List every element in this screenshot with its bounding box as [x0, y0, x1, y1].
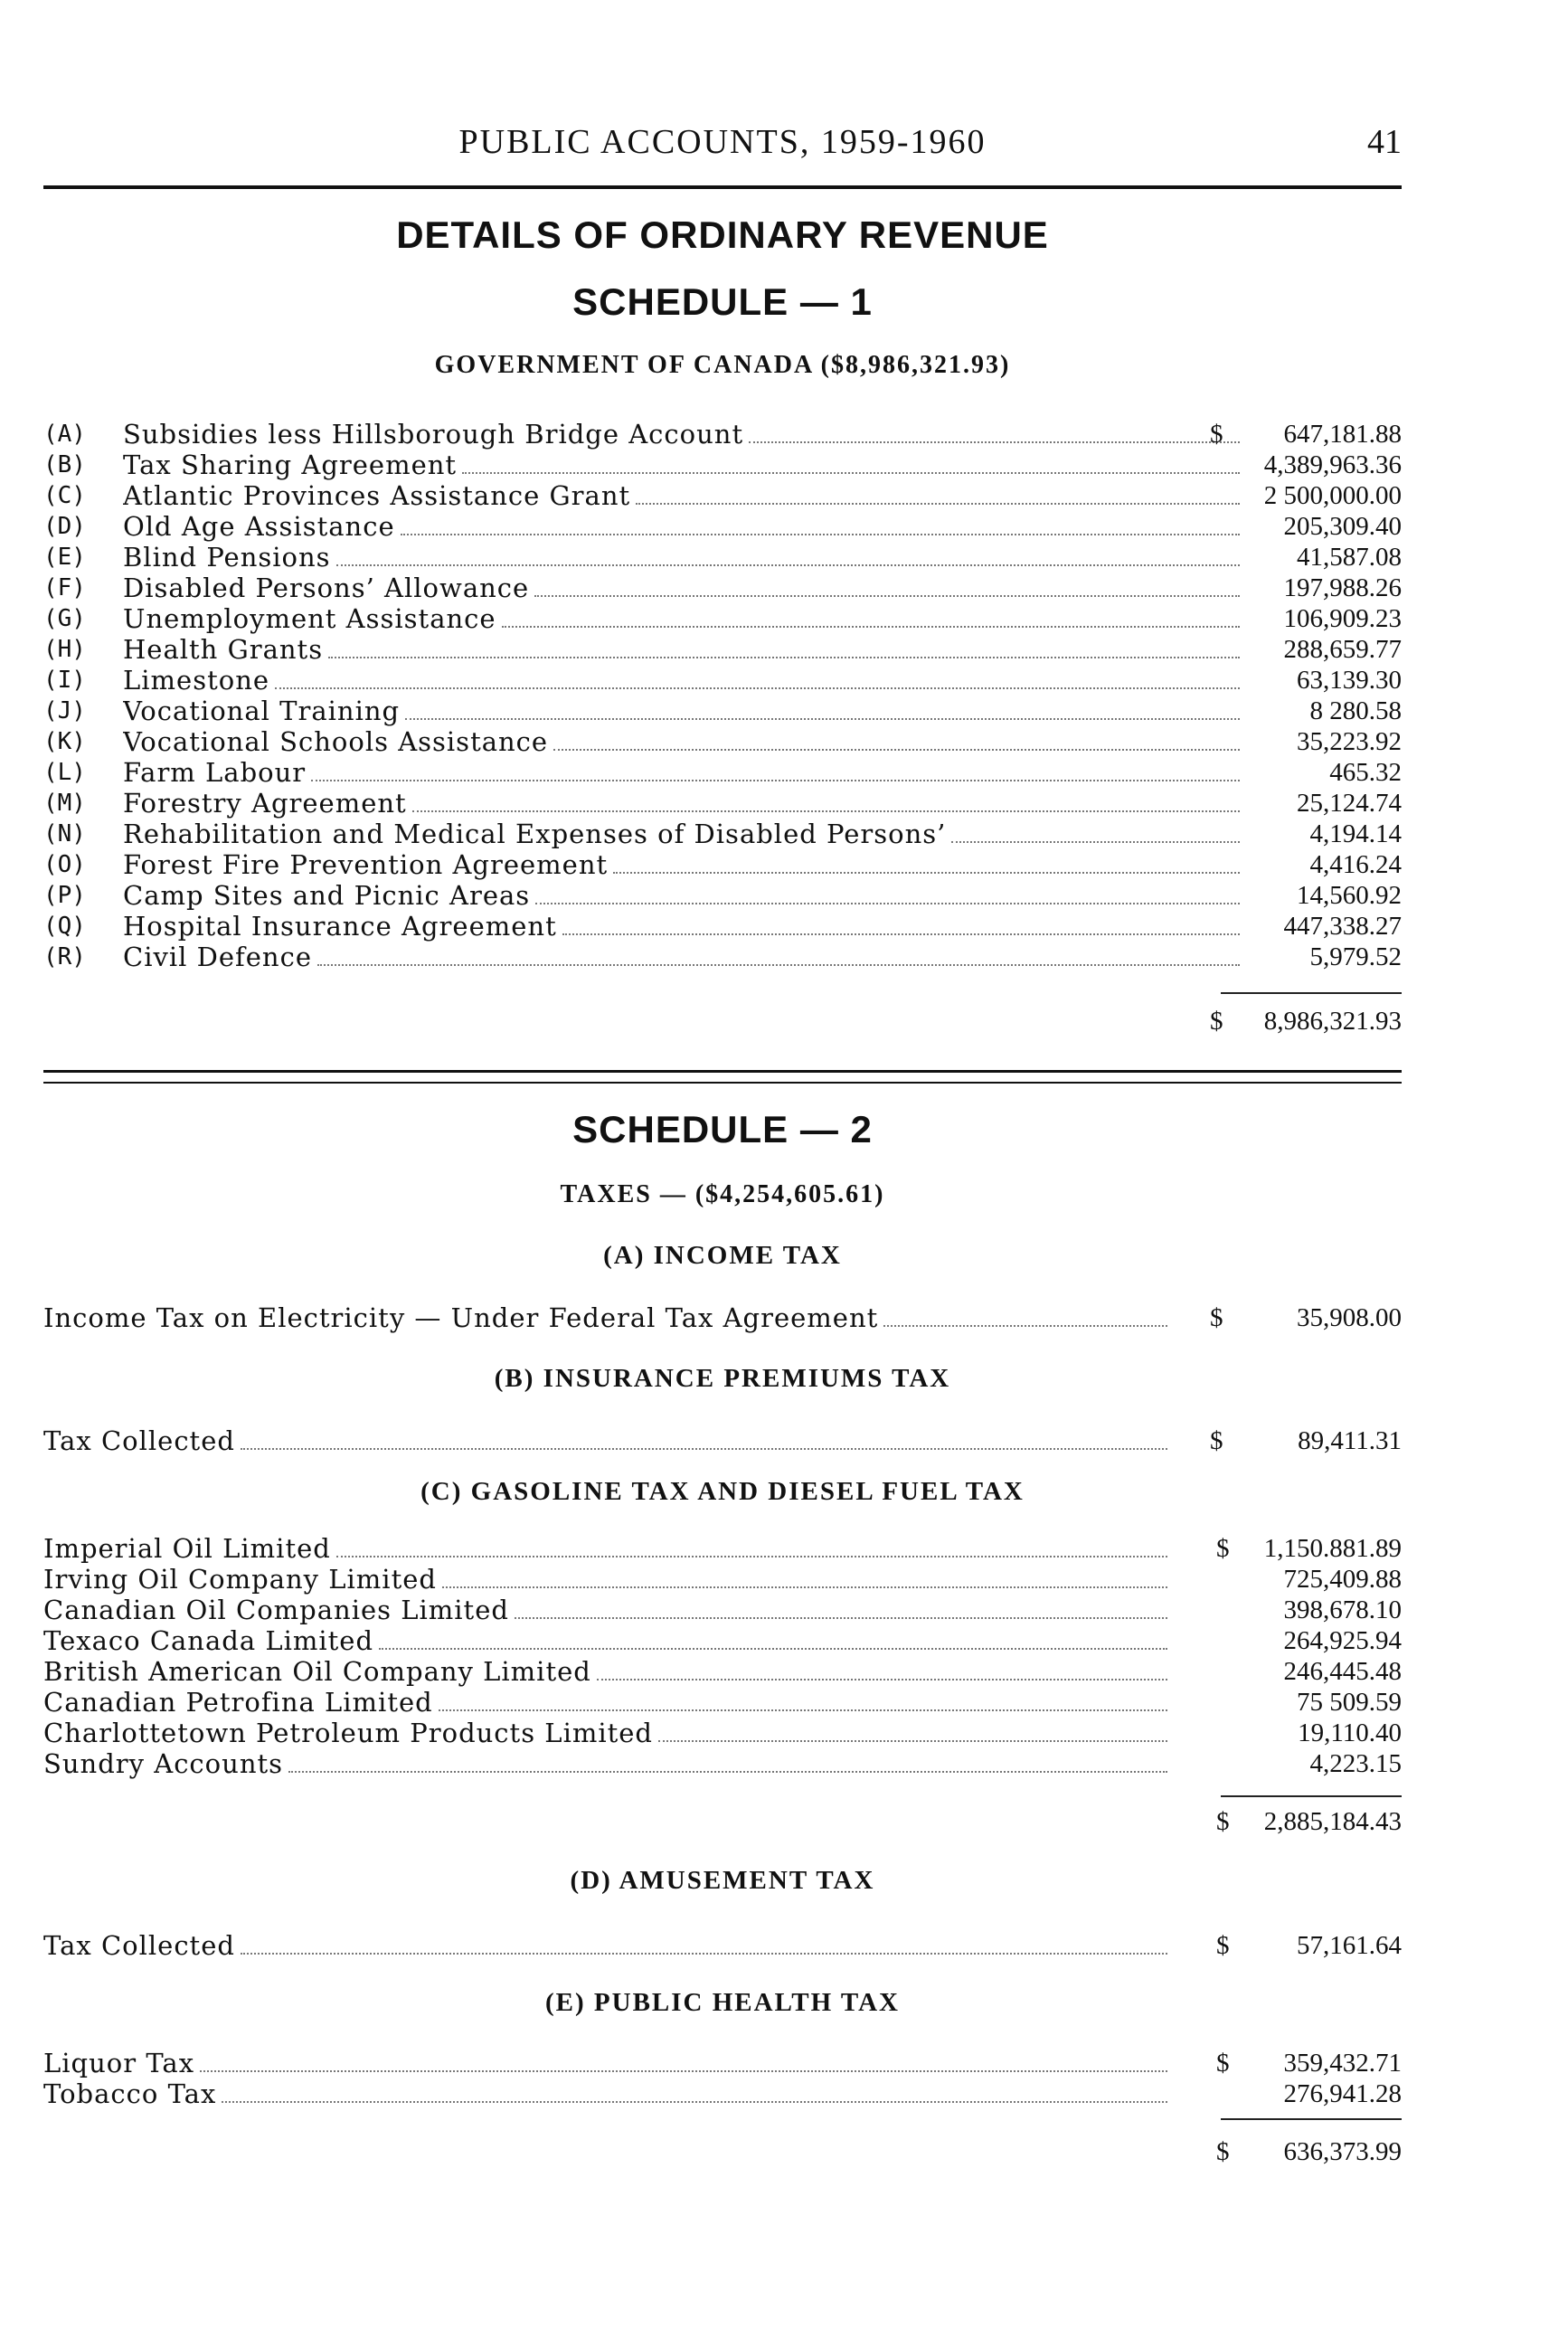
- item-label: Tax Sharing Agreement: [123, 450, 458, 480]
- schedule-1-subheading: GOVERNMENT OF CANADA ($8,986,321.93): [434, 351, 1011, 379]
- header-rule: [43, 185, 1402, 189]
- item-letter: (N): [43, 820, 86, 847]
- dot-leader: [336, 564, 1240, 566]
- item-dollar-sign: $: [1210, 420, 1223, 449]
- list-item: [43, 849, 1402, 880]
- list-item: [43, 880, 1402, 911]
- health-total-row: [43, 2136, 1402, 2167]
- dot-leader: [613, 872, 1240, 874]
- item-label: Subsidies less Hillsborough Bridge Account: [123, 419, 744, 450]
- list-item: [43, 1748, 1402, 1779]
- gasoline-tax-list: [43, 1533, 1402, 1779]
- item-label-wrap: [123, 450, 1240, 481]
- item-amount: 2 500,000.00: [1263, 481, 1402, 510]
- item-label-wrap: [43, 2078, 1167, 2110]
- item-letter: (E): [43, 544, 86, 571]
- item-letter: (G): [43, 605, 86, 632]
- item-label: Tobacco Tax: [43, 2078, 217, 2109]
- item-label-wrap: [123, 419, 1240, 450]
- dot-leader: [515, 1617, 1167, 1619]
- item-label: Imperial Oil Limited: [43, 1533, 331, 1564]
- item-letter: (H): [43, 636, 86, 663]
- item-letter: (R): [43, 943, 86, 970]
- amusement-tax-list: [43, 1930, 1402, 1961]
- list-item: [43, 1425, 1402, 1456]
- item-amount: 89,411.31: [1298, 1426, 1402, 1455]
- list-item: [43, 696, 1402, 726]
- item-label: Irving Oil Company Limited: [43, 1564, 437, 1595]
- item-label: Camp Sites and Picnic Areas: [123, 880, 531, 911]
- item-label: Forest Fire Prevention Agreement: [123, 849, 609, 880]
- item-label-wrap: [43, 1595, 1167, 1626]
- dot-leader: [412, 810, 1240, 812]
- item-amount: 246,445.48: [1283, 1657, 1402, 1686]
- item-label-wrap: [123, 603, 1240, 635]
- item-label: Tax Collected: [43, 1930, 235, 1961]
- item-label-wrap: [123, 849, 1240, 881]
- list-item: [43, 603, 1402, 634]
- health-total-dollar: $: [1216, 2137, 1230, 2166]
- item-label-wrap: [43, 1564, 1167, 1595]
- list-item: [43, 573, 1402, 603]
- item-label: Unemployment Assistance: [123, 603, 496, 634]
- dot-leader: [328, 657, 1240, 658]
- gasoline-total-rule: [1221, 1795, 1402, 1797]
- section-divider: [43, 1070, 1402, 1084]
- item-amount: 5,979.52: [1309, 942, 1402, 971]
- dot-leader: [462, 472, 1240, 474]
- schedule-1-total-row: [43, 1006, 1402, 1037]
- item-dollar-sign: $: [1216, 1534, 1230, 1563]
- item-amount: 35,223.92: [1297, 727, 1402, 756]
- dot-leader: [275, 687, 1240, 689]
- item-amount: 447,338.27: [1283, 912, 1402, 941]
- dot-leader: [597, 1679, 1167, 1680]
- item-letter: (M): [43, 790, 86, 817]
- dot-leader: [311, 780, 1240, 781]
- page-number: 41: [1367, 123, 1402, 161]
- item-label: Health Grants: [123, 634, 324, 665]
- gasoline-total: 2,885,184.43: [1263, 1807, 1402, 1836]
- item-label-wrap: [123, 480, 1240, 512]
- item-label: Disabled Persons’ Allowance: [123, 573, 530, 603]
- item-amount: 647,181.88: [1283, 420, 1402, 449]
- list-item: [43, 665, 1402, 696]
- running-title: PUBLIC ACCOUNTS, 1959-1960: [458, 123, 987, 161]
- item-dollar-sign: $: [1210, 1426, 1223, 1455]
- item-letter: (A): [43, 421, 86, 448]
- list-item: [43, 1302, 1402, 1333]
- item-amount: 4,194.14: [1309, 819, 1402, 848]
- item-letter: (C): [43, 482, 86, 509]
- item-label: Blind Pensions: [123, 542, 331, 573]
- item-amount: 359,432.71: [1283, 2049, 1402, 2078]
- dot-leader: [553, 749, 1240, 751]
- item-label-wrap: [123, 511, 1240, 543]
- item-amount: 25,124.74: [1297, 789, 1402, 818]
- list-item: [43, 1687, 1402, 1718]
- gasoline-total-row: [43, 1806, 1402, 1837]
- schedule-2-subheading: TAXES — ($4,254,605.61): [560, 1180, 885, 1208]
- item-label: Sundry Accounts: [43, 1748, 284, 1779]
- item-label-wrap: [123, 634, 1240, 666]
- item-amount: 63,139.30: [1297, 666, 1402, 695]
- item-amount: 4,416.24: [1309, 850, 1402, 879]
- item-amount: 4,389,963.36: [1263, 450, 1402, 479]
- list-item: [43, 1718, 1402, 1748]
- item-letter: (L): [43, 759, 86, 786]
- item-amount: 1,150.881.89: [1263, 1534, 1402, 1563]
- item-letter: (D): [43, 513, 86, 540]
- item-label: Liquor Tax: [43, 2048, 195, 2078]
- item-label-wrap: [43, 1656, 1167, 1688]
- list-item: [43, 450, 1402, 480]
- amusement-tax-heading: (D) AMUSEMENT TAX: [570, 1866, 875, 1895]
- schedule-1-heading: SCHEDULE — 1: [572, 280, 873, 323]
- dot-leader: [951, 841, 1240, 843]
- schedule-1-total-dollar: $: [1210, 1007, 1223, 1036]
- item-label-wrap: [43, 1425, 1167, 1457]
- item-label-wrap: [123, 665, 1240, 696]
- item-amount: 398,678.10: [1283, 1595, 1402, 1624]
- gasoline-tax-heading: (C) GASOLINE TAX AND DIESEL FUEL TAX: [420, 1477, 1025, 1506]
- item-label: Forestry Agreement: [123, 788, 407, 819]
- list-item: [43, 911, 1402, 942]
- schedule-1-total-rule: [1221, 992, 1402, 994]
- item-amount: 8 280.58: [1309, 696, 1402, 725]
- list-item: [43, 942, 1402, 972]
- health-tax-list: [43, 2048, 1402, 2109]
- item-label-wrap: [43, 1930, 1167, 1962]
- item-letter: (Q): [43, 913, 86, 940]
- dot-leader: [502, 626, 1240, 628]
- item-label-wrap: [43, 1748, 1167, 1780]
- dot-leader: [200, 2070, 1167, 2072]
- item-label-wrap: [43, 1533, 1167, 1565]
- list-item: [43, 2048, 1402, 2078]
- item-label: Vocational Schools Assistance: [123, 726, 549, 757]
- item-amount: 197,988.26: [1283, 573, 1402, 602]
- dot-leader: [658, 1740, 1167, 1742]
- item-letter: (I): [43, 667, 86, 694]
- item-amount: 14,560.92: [1297, 881, 1402, 910]
- list-item: [43, 1533, 1402, 1564]
- item-label-wrap: [123, 942, 1240, 973]
- list-item: [43, 726, 1402, 757]
- list-item: [43, 757, 1402, 788]
- item-letter: (P): [43, 882, 86, 909]
- item-label-wrap: [43, 1302, 1167, 1334]
- item-label: Vocational Training: [123, 696, 401, 726]
- dot-leader: [439, 1709, 1167, 1711]
- item-amount: 19,110.40: [1298, 1718, 1402, 1747]
- item-label: British American Oil Company Limited: [43, 1656, 591, 1687]
- running-head: [43, 122, 1402, 167]
- item-label: Texaco Canada Limited: [43, 1625, 374, 1656]
- schedule-1-total: 8,986,321.93: [1263, 1007, 1402, 1036]
- insurance-tax-list: [43, 1425, 1402, 1456]
- insurance-tax-heading: (B) INSURANCE PREMIUMS TAX: [494, 1364, 951, 1393]
- dot-leader: [442, 1586, 1167, 1588]
- item-label: Hospital Insurance Agreement: [123, 911, 557, 942]
- item-label-wrap: [123, 788, 1240, 819]
- dot-leader: [405, 718, 1240, 720]
- dot-leader: [401, 534, 1240, 535]
- list-item: [43, 819, 1402, 849]
- list-item: [43, 542, 1402, 573]
- dot-leader: [883, 1325, 1167, 1327]
- item-amount: 465.32: [1329, 758, 1402, 787]
- item-label-wrap: [43, 2048, 1167, 2079]
- list-item: [43, 1564, 1402, 1595]
- item-label-wrap: [123, 696, 1240, 727]
- list-item: [43, 419, 1402, 450]
- item-label: Farm Labour: [123, 757, 307, 788]
- item-amount: 4,223.15: [1309, 1749, 1402, 1778]
- dot-leader: [749, 441, 1240, 443]
- item-label-wrap: [43, 1687, 1167, 1718]
- item-dollar-sign: $: [1210, 1303, 1223, 1332]
- list-item: [43, 634, 1402, 665]
- list-item: [43, 1625, 1402, 1656]
- list-item: [43, 1656, 1402, 1687]
- item-label: Old Age Assistance: [123, 511, 395, 542]
- dot-leader: [562, 933, 1240, 935]
- item-amount: 75 509.59: [1297, 1688, 1402, 1717]
- item-letter: (F): [43, 574, 86, 601]
- item-label-wrap: [123, 911, 1240, 942]
- item-amount: 205,309.40: [1283, 512, 1402, 541]
- item-letter: (K): [43, 728, 86, 755]
- item-amount: 276,941.28: [1283, 2079, 1402, 2108]
- dot-leader: [288, 1771, 1167, 1773]
- item-amount: 106,909.23: [1283, 604, 1402, 633]
- list-item: [43, 1930, 1402, 1961]
- item-amount: 35,908.00: [1297, 1303, 1402, 1332]
- item-label: Canadian Oil Companies Limited: [43, 1595, 509, 1625]
- item-label-wrap: [123, 573, 1240, 604]
- health-total: 636,373.99: [1283, 2137, 1402, 2166]
- dot-leader: [534, 595, 1240, 597]
- item-dollar-sign: $: [1216, 2049, 1230, 2078]
- item-label: Atlantic Provinces Assistance Grant: [123, 480, 631, 511]
- dot-leader: [241, 1953, 1167, 1955]
- dot-leader: [241, 1448, 1167, 1450]
- item-label-wrap: [123, 757, 1240, 789]
- item-label: Tax Collected: [43, 1425, 235, 1456]
- dot-leader: [636, 503, 1240, 505]
- item-label: Rehabilitation and Medical Expenses of Disabled Persons’: [123, 819, 947, 849]
- item-label-wrap: [43, 1625, 1167, 1657]
- item-label-wrap: [123, 880, 1240, 912]
- item-amount: 288,659.77: [1283, 635, 1402, 664]
- dot-leader: [379, 1648, 1167, 1650]
- item-label-wrap: [123, 542, 1240, 573]
- schedule-1-list: [43, 419, 1402, 972]
- item-amount: 41,587.08: [1297, 543, 1402, 572]
- dot-leader: [535, 903, 1240, 904]
- list-item: [43, 1595, 1402, 1625]
- item-label: Limestone: [123, 665, 270, 696]
- list-item: [43, 788, 1402, 819]
- dot-leader: [336, 1556, 1167, 1557]
- income-tax-heading: (A) INCOME TAX: [603, 1241, 842, 1270]
- list-item: [43, 2078, 1402, 2109]
- item-label-wrap: [43, 1718, 1167, 1749]
- main-title: DETAILS OF ORDINARY REVENUE: [396, 213, 1049, 256]
- item-letter: (J): [43, 697, 86, 724]
- schedule-2-heading: SCHEDULE — 2: [572, 1108, 873, 1150]
- gasoline-total-dollar: $: [1216, 1807, 1230, 1836]
- item-label-wrap: [123, 726, 1240, 758]
- item-label: Income Tax on Electricity — Under Federal Tax Agreement: [43, 1302, 879, 1333]
- item-label-wrap: [123, 819, 1240, 850]
- health-tax-heading: (E) PUBLIC HEALTH TAX: [545, 1988, 900, 2017]
- list-item: [43, 480, 1402, 511]
- income-tax-list: [43, 1302, 1402, 1333]
- item-label: Canadian Petrofina Limited: [43, 1687, 433, 1718]
- item-letter: (O): [43, 851, 86, 878]
- item-amount: 725,409.88: [1283, 1565, 1402, 1594]
- item-dollar-sign: $: [1216, 1931, 1230, 1960]
- item-amount: 57,161.64: [1297, 1931, 1402, 1960]
- item-letter: (B): [43, 451, 86, 478]
- item-label: Charlottetown Petroleum Products Limited: [43, 1718, 653, 1748]
- item-amount: 264,925.94: [1283, 1626, 1402, 1655]
- dot-leader: [317, 964, 1240, 966]
- dot-leader: [222, 2101, 1167, 2103]
- list-item: [43, 511, 1402, 542]
- item-label: Civil Defence: [123, 942, 313, 972]
- health-total-rule: [1221, 2118, 1402, 2120]
